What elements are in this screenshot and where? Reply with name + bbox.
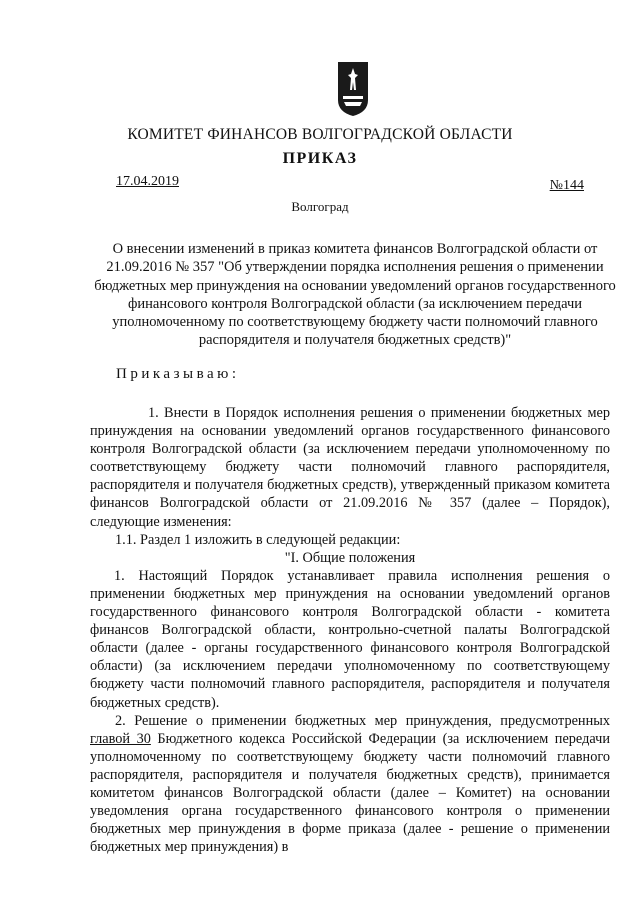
paragraph-1: 1. Внести в Порядок исполнения решения о применении бюджетных мер принуждения на основании уведомлений органов государственного финансового контроля Волгоградской области (за исключением передачи уполномоченному по соответствующему бюджету части полномочий главного распорядителя, распорядителя и получателя бюджетных средств), утвержденный приказом комитета финансов Волгоградской области от 21.09.2016 № 357 (далее – Порядок), следующие изменения: <box>90 405 610 530</box>
organization-name: КОМИТЕТ ФИНАНСОВ ВОЛГОГРАДСКОЙ ОБЛАСТИ <box>127 126 513 143</box>
paragraph-1-1: 1.1. Раздел 1 изложить в следующей редакции: <box>115 531 401 548</box>
document-city: Волгоград <box>291 199 349 214</box>
order-word: Приказываю: <box>116 366 240 382</box>
paragraph-2-end: Бюджетного кодекса Российской Федерации (за исключением передачи уполномоченному по соответствующему бюджету части полномочий главного распорядителя, распорядителя и получателя бюджетных средств), принимается комитетом финансов Волгоградской области (далее – Комитет) на основании уведомления органа государственного финансового контроля о применении бюджетных мер принуждения в форме приказа (далее - решение о применении бюджетных мер принуждения) в <box>90 730 610 856</box>
paragraph-2-start: 2. Решение о применении бюджетных мер принуждения, предусмотренных <box>115 712 610 729</box>
document-number: №144 <box>549 178 584 193</box>
paragraph-section-1: 1. Настоящий Порядок устанавливает правила исполнения решения о применении бюджетных мер принуждения на основании уведомлений органов государственного финансового контроля Волгоградской области - комитета финансов Волгоградской области, контрольно-счетной палаты Волгоградской области (далее - органы государственного финансового контроля Волгоградской области) (за исключением передачи уполномоченному по соответствующему бюджету части полномочий главного распорядителя, распорядителя и получателя бюджетных средств). <box>90 567 610 711</box>
paragraph-section-2 <box>90 712 610 857</box>
document-type: ПРИКАЗ <box>282 150 358 167</box>
document-subject: О внесении изменений в приказ комитета финансов Волгоградской области от 21.09.2016 № 357 "Об утверждении порядка исполнения решения о применении бюджетных мер принуждения на основании уведомлений органов государственного финансового контроля Волгоградской области (за исключением передачи уполномоченному по соответствующему бюджету части полномочий главного распорядителя и получателя бюджетных средств)" <box>94 241 616 349</box>
document-date: 17.04.2019 <box>116 174 179 189</box>
coat-of-arms-icon <box>336 60 370 118</box>
document-body <box>90 404 610 856</box>
budget-code-chapter-link[interactable]: главой 30 <box>90 730 151 747</box>
section-heading: "I. Общие положения <box>284 549 416 566</box>
